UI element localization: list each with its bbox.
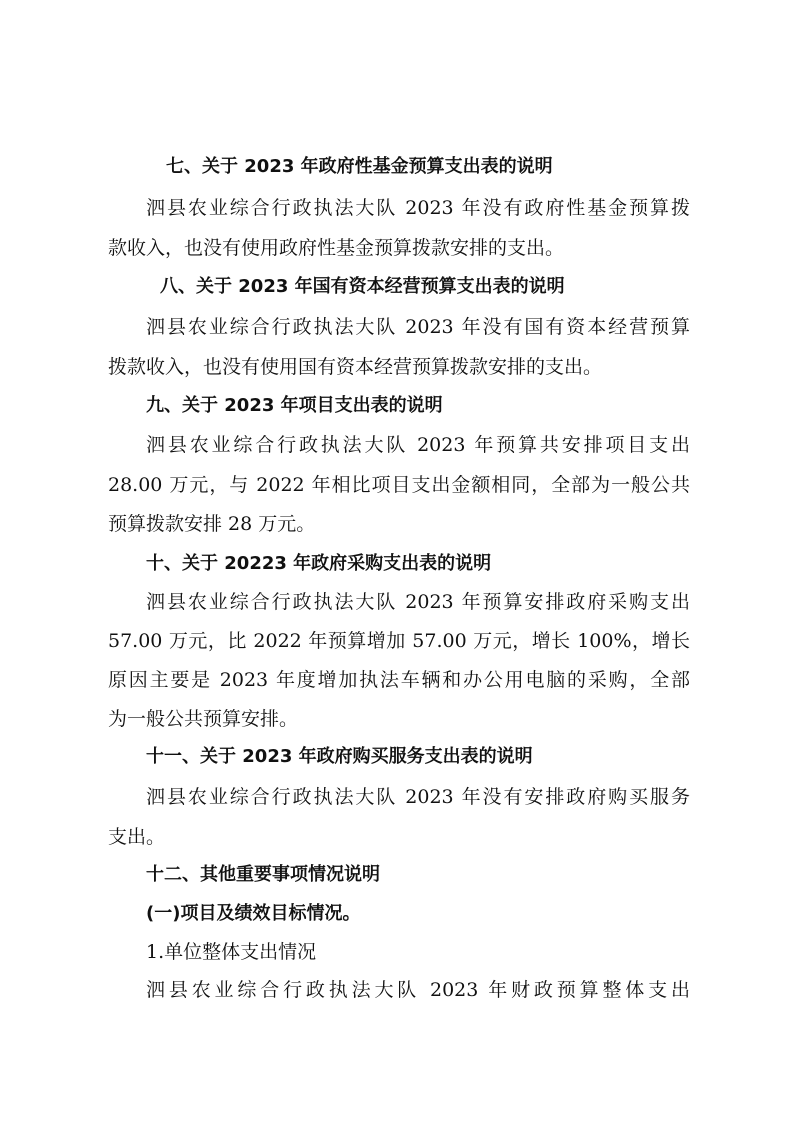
section-heading: 八、关于 2023 年国有资本经营预算支出表的说明 bbox=[160, 276, 565, 297]
paragraph-line: 57.00 万元，比 2022 年预算增加 57.00 万元，增长 100%，增长 bbox=[108, 630, 690, 652]
section-heading: 九、关于 2023 年项目支出表的说明 bbox=[146, 395, 443, 416]
section-heading: 十、关于 20223 年政府采购支出表的说明 bbox=[146, 553, 492, 574]
paragraph-line: 泗县农业综合行政执法大队 2023 年预算共安排项目支出 bbox=[146, 434, 690, 456]
paragraph-line: 泗县农业综合行政执法大队 2023 年没有国有资本经营预算 bbox=[146, 316, 690, 338]
paragraph-line: 支出。 bbox=[108, 826, 166, 848]
paragraph-line: 拨款收入，也没有使用国有资本经营预算拨款安排的支出。 bbox=[108, 356, 603, 378]
paragraph-line: 原因主要是 2023 年度增加执法车辆和办公用电脑的采购，全部 bbox=[108, 669, 690, 691]
paragraph-line: 泗县农业综合行政执法大队 2023 年财政预算整体支出 bbox=[146, 979, 690, 1001]
paragraph-line: 泗县农业综合行政执法大队 2023 年没有安排政府购买服务 bbox=[146, 786, 690, 808]
paragraph-line: 泗县农业综合行政执法大队 2023 年没有政府性基金预算拨 bbox=[146, 197, 690, 219]
paragraph-line: 预算拨款安排 28 万元。 bbox=[108, 513, 316, 535]
section-heading: 十二、其他重要事项情况说明 bbox=[146, 864, 380, 885]
paragraph-line: 为一般公共预算安排。 bbox=[108, 708, 299, 730]
paragraph-line: 泗县农业综合行政执法大队 2023 年预算安排政府采购支出 bbox=[146, 591, 690, 613]
list-item: 1.单位整体支出情况 bbox=[146, 941, 317, 963]
paragraph-line: 28.00 万元，与 2022 年相比项目支出金额相同，全部为一般公共 bbox=[108, 474, 690, 496]
section-heading: 十一、关于 2023 年政府购买服务支出表的说明 bbox=[146, 746, 533, 767]
sub-heading: (一)项目及绩效目标情况。 bbox=[146, 903, 361, 924]
paragraph-line: 款收入，也没有使用政府性基金预算拨款安排的支出。 bbox=[108, 237, 565, 259]
section-heading: 七、关于 2023 年政府性基金预算支出表的说明 bbox=[166, 156, 553, 177]
